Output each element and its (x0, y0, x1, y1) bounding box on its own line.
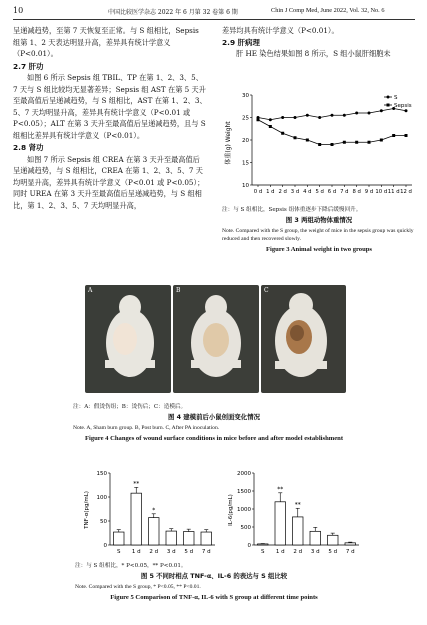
legend-marker (387, 96, 390, 99)
paragraph-kidney: 如图 7 所示 Sepsis 组 CREA 在第 3 天升至最高值后呈递减趋势，与 S 组相比，CREA 在第 1、2、3、5、7 天均明显升高，差异具有统计学意义（P<0.01 或 P<0.05）；同时 UREA 在第 3 天升至最高值后呈递减趋势，与 S 组相比，第 1、2、3、5、7 天均明显升高， (13, 154, 205, 210)
x-tick-label: 1 d (131, 549, 141, 555)
photo-label-a: A (88, 287, 93, 294)
paragraph-pathology: 肝 HE 染色结果如图 8 所示，S 组小鼠肝细胞未 (236, 49, 391, 58)
bar (201, 532, 212, 545)
data-point (294, 116, 297, 119)
y-tick-label: 500 (240, 525, 251, 531)
chart-marks (114, 480, 212, 545)
figure5-note-en: Note. Compared with the S group, * P<0.05, ** P<0.01. (75, 584, 201, 590)
x-tick-label: 2 d (293, 549, 303, 555)
x-tick-label: 7 d (201, 549, 211, 555)
section-2-8-heading: 2.8 肾功 (13, 143, 44, 152)
data-point (331, 114, 334, 117)
x-tick-label: 5 d (315, 189, 324, 195)
photo-after-inoculation (261, 285, 346, 393)
chart-marks (257, 95, 412, 146)
y-tick-label: 15 (242, 160, 249, 167)
y-tick-label: 10 (242, 183, 249, 189)
legend-label: Sepsis (394, 103, 412, 109)
data-point (405, 109, 408, 112)
x-tick-label: S (117, 549, 121, 555)
journal-cn: 中国比较医学杂志 2022 年 6 月第 32 卷第 6 期 (108, 9, 238, 16)
x-tick-label: 3 d (290, 189, 300, 195)
data-point (331, 143, 334, 146)
y-axis-label: 体重(g) Weight (225, 121, 232, 165)
x-tick-label: 0 d (253, 189, 263, 195)
x-tick-label: 7 d (340, 189, 349, 195)
x-tick-label: 5 d (328, 549, 338, 555)
figure3-weight-chart (222, 85, 418, 205)
x-tick-label: 11 d (387, 189, 400, 195)
y-tick-label: 0 (103, 543, 107, 549)
x-tick-label: 4 d (303, 189, 312, 195)
paragraph-intro: 呈递减趋势，至第 7 天恢复至正常。与 S 组相比，Sepsis 组第 1、2 天表达明显升高，差异具有统计学意义（P<0.01）。 (13, 26, 199, 58)
bar (345, 543, 356, 545)
data-point (269, 125, 272, 128)
bar (131, 493, 142, 545)
figure4-caption (13, 403, 415, 443)
bar (114, 532, 125, 545)
figure3-title-cn: 图 3 两组动物体重情况 (285, 216, 353, 224)
data-point (294, 136, 297, 139)
figure4-note-cn: 注：A：假烫伤组；B：烫伤后；C：造模后。 (73, 404, 187, 410)
data-point (380, 109, 383, 112)
data-point (355, 141, 358, 144)
left-column (13, 25, 207, 211)
y-tick-label: 100 (96, 495, 107, 501)
series-line-sepsis (258, 120, 406, 145)
data-point (355, 112, 358, 115)
paragraph-right-intro: 差异均具有统计学意义（P<0.01）。 (222, 26, 339, 35)
figure5-title-cn: 图 5 不同时相点 TNF-α、IL-6 的表达与 S 组比较 (140, 572, 288, 580)
y-tick-label: 2000 (237, 471, 251, 477)
figure3-caption (222, 206, 416, 254)
figure5-note-cn: 注：与 S 组相比，* P<0.05，** P<0.01。 (75, 563, 187, 569)
photo-sham-burn (85, 285, 171, 393)
section-2-7-heading: 2.7 肝功 (13, 61, 44, 71)
bar (328, 535, 339, 545)
figure5-caption (13, 562, 415, 602)
y-axis-label: TNF-α(pg/mL) (84, 491, 90, 529)
section-2-9-heading: 2.9 肝病理 (222, 37, 260, 47)
x-tick-label: 7 d (345, 549, 355, 555)
figure3-title-en: Figure 3 Animal weight in two groups (266, 246, 372, 253)
bar (166, 531, 177, 545)
y-tick-label: 25 (242, 115, 249, 122)
right-column-text (222, 25, 416, 60)
data-point (281, 132, 284, 135)
data-point (343, 114, 346, 117)
significance-mark: ** (294, 501, 301, 509)
significance-mark: ** (277, 485, 284, 493)
y-tick-label: 30 (242, 93, 249, 99)
figure4-photo-panel (85, 285, 346, 393)
figure5-title-en: Figure 5 Comparison of TNF-α, IL-6 with S group at different time points (110, 594, 318, 601)
bar (275, 502, 286, 545)
bar (310, 531, 321, 545)
x-tick-label: 12 d (400, 189, 412, 195)
data-point (306, 139, 309, 142)
x-tick-label: 3 d (310, 549, 320, 555)
header-rule (13, 19, 415, 20)
photo-label-c: C (264, 287, 269, 294)
bar (184, 532, 195, 545)
figure4-title-cn: 图 4 建模前后小鼠创面变化情况 (168, 413, 260, 421)
x-tick-label: 1 d (266, 189, 275, 195)
data-point (257, 118, 260, 121)
figure4-note-en: Note. A, Sham burn group. B, Post burn. C, After PA inoculation. (73, 425, 220, 431)
significance-mark: ** (133, 480, 140, 488)
x-tick-label: 3 d (166, 549, 176, 555)
legend-marker (387, 104, 390, 107)
photo-label-b: B (176, 287, 181, 294)
bar (293, 517, 304, 545)
data-point (318, 116, 321, 119)
y-tick-label: 0 (247, 543, 251, 549)
page-header (13, 6, 415, 18)
photo-post-burn (173, 285, 259, 393)
y-tick-label: 1500 (237, 489, 251, 495)
data-point (380, 139, 383, 142)
mouse-image-b (173, 285, 259, 393)
bar (149, 518, 160, 545)
page-number: 10 (13, 6, 24, 15)
significance-mark: * (152, 506, 156, 514)
data-point (392, 134, 395, 137)
x-tick-label: 2 d (149, 549, 159, 555)
figure4-title-en: Figure 4 Changes of wound surface conditions in mice before and after model establishment (84, 435, 344, 442)
data-point (368, 112, 371, 115)
chart-marks (258, 486, 356, 545)
x-tick-label: 2 d (278, 189, 287, 195)
mouse-image-a (85, 285, 171, 393)
data-point (318, 143, 321, 146)
data-point (405, 134, 408, 137)
y-tick-label: 50 (100, 519, 107, 525)
x-tick-label: 5 d (184, 549, 194, 555)
bar (258, 544, 269, 545)
x-tick-label: S (261, 549, 265, 555)
figure5-tnf-chart (80, 465, 220, 560)
y-axis-label: IL-6(pg/mL) (228, 494, 234, 526)
journal-en: Chin J Comp Med, June 2022, Vol. 32, No. 6 (271, 7, 385, 14)
y-tick-label: 1000 (237, 507, 251, 513)
data-point (281, 116, 284, 119)
mouse-image-c (261, 285, 346, 393)
figure3-note-en: Note. Compared with the S group, the weight of mice in the sepsis group was quickly reduced and then recovered slowly. (222, 228, 414, 242)
data-point (368, 141, 371, 144)
legend-label: S (394, 95, 398, 101)
x-tick-label: 8 d (352, 189, 361, 195)
x-tick-label: 6 d (327, 189, 337, 195)
x-tick-label: 9 d (364, 189, 374, 195)
figure5-il6-chart (224, 465, 364, 560)
chart-axes (242, 93, 412, 195)
y-tick-label: 20 (242, 138, 249, 144)
x-tick-label: 1 d (275, 549, 285, 555)
data-point (343, 141, 346, 144)
y-tick-label: 150 (96, 471, 107, 477)
data-point (269, 118, 272, 121)
data-point (306, 114, 309, 117)
paragraph-liver: 如图 6 所示 Sepsis 组 TBIL、TP 在第 1、2、3、5、7 天与 S 组比较均无显著差异；Sepsis 组 AST 在第 5 天升至最高值后呈递减趋势，与 S 组相比，AST 在第 1、2、3、5、7 天均明显升高，差异具有统计学意义（P<0.01 或 P<0.05）；ALT 在第 3 天升至最高值后呈递减趋势，且与 S 组相比差异具有统计学意义（P<0.01）。 (13, 73, 207, 140)
x-tick-label: 10 d (375, 189, 388, 195)
figure3-note-cn: 注：与 S 组相比，Sepsis 组体重逐步下降后缓慢回升。 (222, 207, 362, 213)
